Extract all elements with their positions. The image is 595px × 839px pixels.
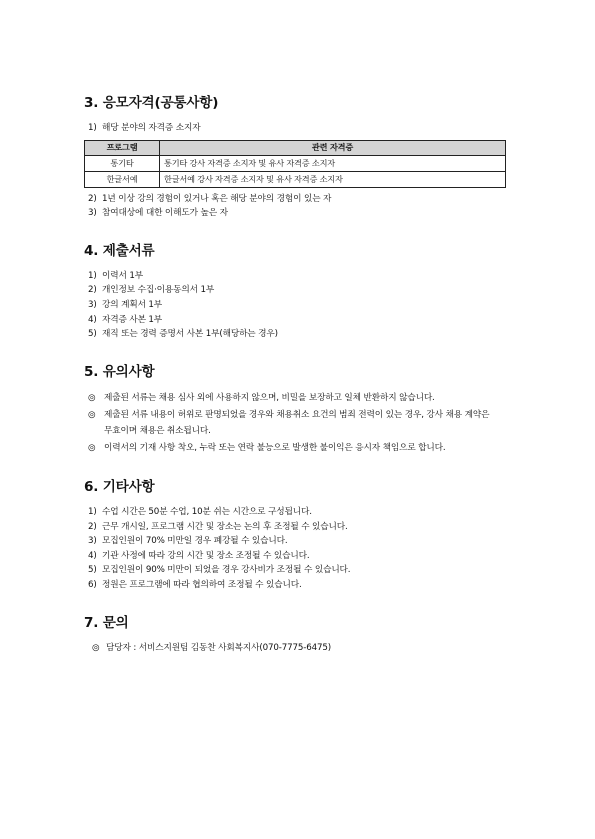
section-contact	[82, 614, 512, 655]
table-cell: 통기타 강사 자격증 소지자 및 유사 자격증 소지자	[160, 155, 506, 171]
bullet-icon: ◎	[88, 443, 96, 454]
section-title: 3. 응모자격(공통사항)	[84, 95, 219, 111]
list-item: 2) 1년 이상 강의 경험이 있거나 혹은 해당 분야의 경험이 있는 자	[88, 193, 332, 204]
list-item: 3) 모집인원이 70% 미만일 경우 폐강될 수 있습니다.	[88, 536, 288, 547]
table-row	[85, 155, 506, 171]
list-item: 5) 모집인원이 90% 미만이 되었을 경우 강사비가 조정될 수 있습니다.	[88, 565, 351, 576]
table-row	[85, 171, 506, 187]
section-qualifications	[82, 94, 512, 221]
qualification-table	[84, 140, 506, 188]
notice-item: ◎ 제출된 서류 내용이 허위로 판명되었을 경우와 채용취소 요건의 범죄 전력이 있는 경우, 강사 채용 계약은 무효이며 채용은 취소됩니다.	[88, 407, 512, 441]
bullet-icon: ◎	[92, 642, 100, 653]
list-item: 2) 근무 개시일, 프로그램 시간 및 장소는 논의 후 조정될 수 있습니다.	[88, 521, 348, 532]
section-misc	[82, 478, 512, 593]
list-item: 2) 개인정보 수집·이용동의서 1부	[88, 285, 215, 296]
section-notices	[82, 363, 512, 457]
column-header-program: 프로그램	[85, 140, 160, 155]
table-cell: 통기타	[85, 155, 160, 171]
table-cell: 한글서예 강사 자격증 소지자 및 유사 자격증 소지자	[160, 171, 506, 187]
section-title: 5. 유의사항	[84, 363, 155, 380]
document-content	[82, 94, 512, 655]
notice-item: ◎ 이력서의 기재 사항 착오, 누락 또는 연락 불능으로 발생한 불이익은 응시자 책임으로 합니다.	[88, 440, 512, 457]
list-item: 1) 수업 시간은 50분 수업, 10분 쉬는 시간으로 구성됩니다.	[88, 506, 312, 517]
table-cell: 한글서예	[85, 171, 160, 187]
list-item: 3) 참여대상에 대한 이해도가 높은 자	[88, 208, 228, 219]
column-header-certificate: 관련 자격증	[160, 140, 506, 155]
bullet-icon: ◎	[88, 409, 96, 420]
list-item: 1) 이력서 1부	[88, 270, 143, 281]
list-item: 4) 자격증 사본 1부	[88, 314, 163, 325]
notice-item: ◎ 제출된 서류는 채용 심사 외에 사용하지 않으며, 비밀을 보장하고 일체 반환하지 않습니다.	[88, 390, 512, 407]
section-documents	[82, 242, 512, 342]
list-item: 1) 해당 분야의 자격증 소지자	[88, 123, 201, 133]
contact-line: ◎ 담당자 : 서비스지원팀 김동찬 사회복지사(070-7775-6475)	[92, 642, 331, 653]
bullet-icon: ◎	[88, 392, 96, 403]
list-item: 4) 기관 사정에 따라 강의 시간 및 장소 조정될 수 있습니다.	[88, 550, 310, 561]
section-title: 4. 제출서류	[84, 242, 155, 259]
list-item: 5) 재직 또는 경력 증명서 사본 1부(해당하는 경우)	[88, 329, 278, 340]
section-title: 7. 문의	[84, 614, 129, 631]
list-item: 6) 정원은 프로그램에 따라 협의하여 조정될 수 있습니다.	[88, 579, 302, 590]
list-item: 3) 강의 계획서 1부	[88, 299, 163, 310]
section-title: 6. 기타사항	[84, 478, 155, 495]
table-header-row	[85, 140, 506, 155]
